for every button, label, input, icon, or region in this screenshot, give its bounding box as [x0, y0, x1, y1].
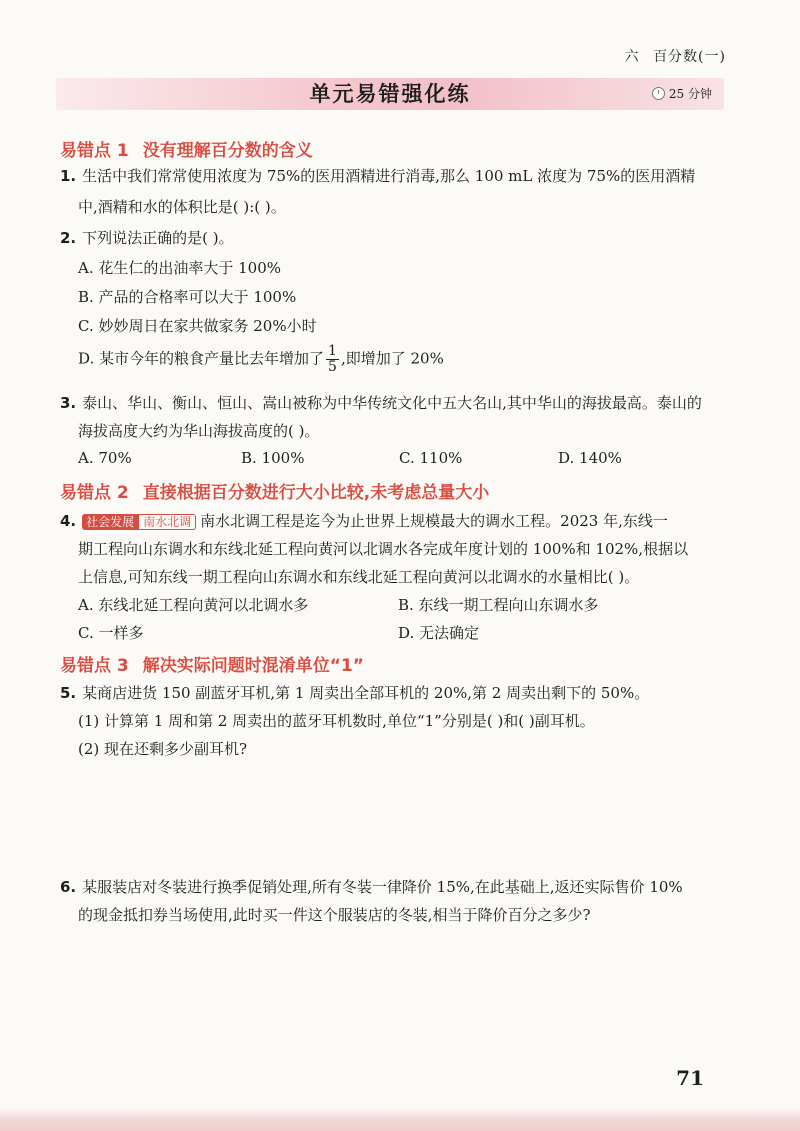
error-point-heading [60, 478, 489, 503]
bottom-decoration [0, 1108, 800, 1131]
question-5-part-1: (1) 计算第 1 周和第 2 周卖出的蓝牙耳机数时,单位“1”分别是( )和( )副耳机。 [78, 712, 595, 730]
question-text: 某商店进货 150 副蓝牙耳机,第 1 周卖出全部耳机的 20%,第 2 周卖出剩下的 50%。 [82, 684, 650, 702]
error-point-title: 解决实际问题时混淆单位“1” [142, 656, 364, 676]
option-d: D. 140% [558, 449, 622, 467]
question-1-line2: 中,酒精和水的体积比是( ):( )。 [78, 198, 286, 216]
question-3-line2: 海拔高度大约为华山海拔高度的( )。 [78, 422, 320, 440]
error-point-title: 直接根据百分数进行大小比较,未考虑总量大小 [142, 483, 490, 503]
option-c: C. 妙妙周日在家共做家务 20%小时 [78, 317, 317, 335]
option-b: B. 产品的合格率可以大于 100% [78, 288, 297, 306]
question-text: 泰山、华山、衡山、恒山、嵩山被称为中华传统文化中五大名山,其中华山的海拔最高。泰山的 [82, 394, 702, 412]
question-4-line2: 期工程向山东调水和东线北延工程向黄河以北调水各完成年度计划的 100%和 102%,根据以 [78, 540, 689, 558]
time-limit [652, 85, 712, 102]
error-point-title: 没有理解百分数的含义 [142, 141, 313, 161]
question-number: 4. [60, 512, 77, 530]
question-6-line2: 的现金抵扣券当场使用,此时买一件这个服装店的冬装,相当于降价百分之多少? [78, 906, 591, 924]
option-c: C. 110% [399, 449, 463, 467]
option-a: A. 东线北延工程向黄河以北调水多 [78, 596, 309, 614]
question-5 [60, 682, 649, 704]
question-4-line3: 上信息,可知东线一期工程向山东调水和东线北延工程向黄河以北调水的水量相比( )。 [78, 568, 640, 586]
option-a: A. 70% [78, 449, 132, 467]
chapter-title: 百分数(一) [653, 49, 726, 65]
error-point-label: 易错点 3 [60, 656, 129, 676]
question-4 [60, 510, 668, 533]
option-a: A. 花生仁的出油率大于 100% [78, 259, 282, 277]
chapter-number: 六 [624, 49, 640, 65]
question-1 [60, 165, 695, 187]
topic-tag: 社会发展 [82, 514, 138, 530]
option-d [78, 344, 444, 375]
question-number: 5. [60, 684, 77, 702]
error-point-label: 易错点 1 [60, 141, 129, 161]
question-number: 3. [60, 394, 77, 412]
chapter-header [617, 46, 726, 66]
subtopic-tag: 南水北调 [138, 514, 196, 530]
fraction-numerator: 1 [328, 343, 337, 359]
question-text: 下列说法正确的是( )。 [82, 229, 234, 247]
option-b: B. 100% [241, 449, 305, 467]
question-3 [60, 392, 702, 414]
error-point-heading [60, 651, 364, 676]
question-text: 南水北调工程是迄今为止世界上规模最大的调水工程。2023 年,东线一 [200, 512, 668, 530]
option-d-text: D. 某市今年的粮食产量比去年增加了 [78, 349, 325, 368]
section-title: 单元易错强化练 [309, 82, 471, 106]
page-number: 71 [676, 1066, 704, 1090]
clock-icon [652, 87, 665, 100]
error-point-heading [60, 136, 313, 161]
question-text: 某服装店对冬装进行换季促销处理,所有冬装一律降价 15%,在此基础上,返还实际售价 10% [82, 878, 683, 896]
time-text: 25 分钟 [668, 87, 712, 101]
section-title-bar [56, 78, 724, 110]
option-c: C. 一样多 [78, 624, 144, 642]
error-point-label: 易错点 2 [60, 483, 129, 503]
option-b: B. 东线一期工程向山东调水多 [398, 596, 599, 614]
question-number: 1. [60, 167, 77, 185]
option-d-suffix: ,即增加了 20% [340, 349, 444, 368]
option-d: D. 无法确定 [398, 624, 480, 642]
question-number: 6. [60, 878, 77, 896]
question-number: 2. [60, 229, 77, 247]
question-text: 生活中我们常常使用浓度为 75%的医用酒精进行消毒,那么 100 mL 浓度为 75%的医用酒精 [82, 167, 696, 185]
question-5-part-2: (2) 现在还剩多少副耳机? [78, 740, 248, 758]
fraction-one-fifth [326, 344, 339, 375]
question-2 [60, 227, 234, 249]
fraction-denominator: 5 [328, 359, 337, 375]
question-6 [60, 876, 683, 898]
